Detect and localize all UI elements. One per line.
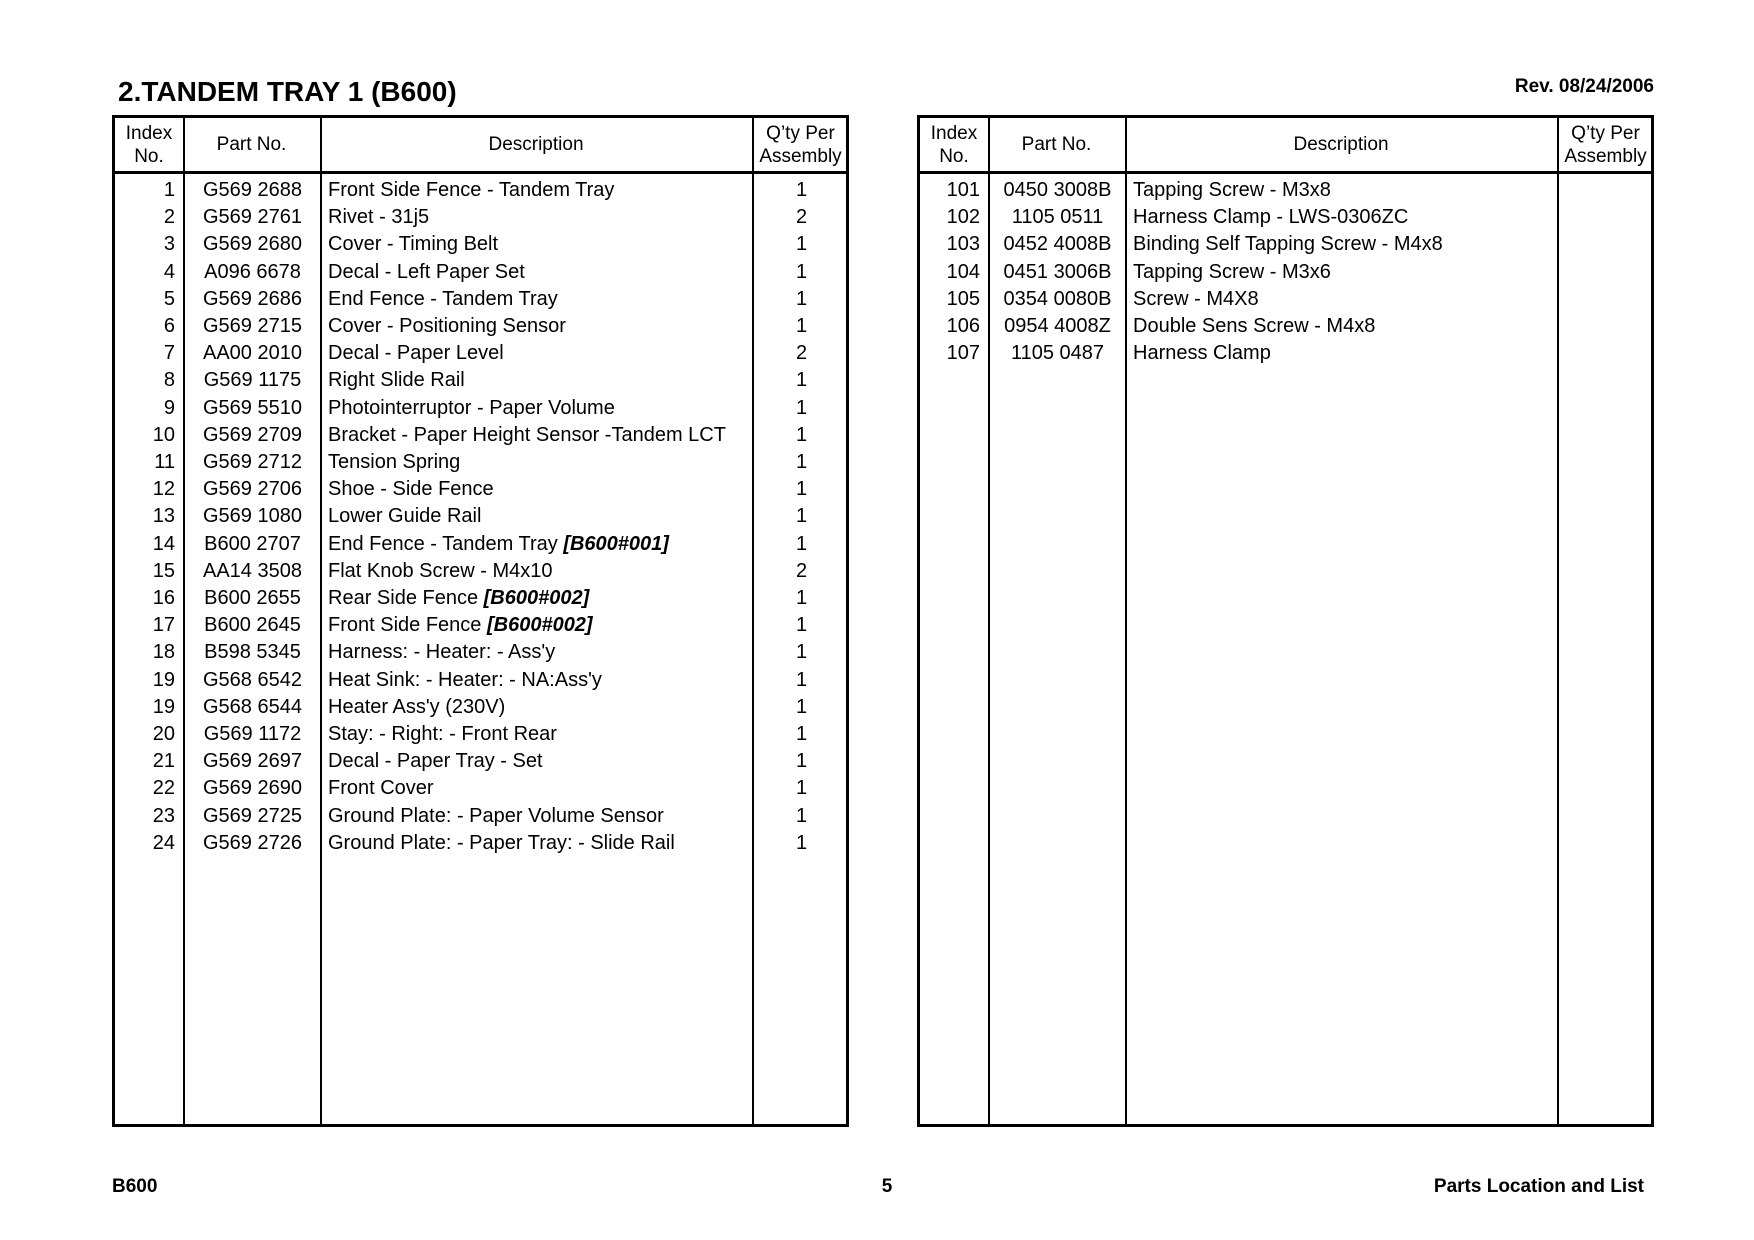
description-cell-text: Decal - Paper Tray - Set (328, 750, 543, 773)
index-cell-text: 7 (163, 342, 175, 365)
table-row (115, 748, 846, 775)
description-cell-text: Stay: - Right: - Front Rear (328, 723, 557, 745)
description-cell-text: Rear Side Fence (328, 587, 484, 609)
quantity-cell (754, 830, 849, 857)
quantity-cell (754, 803, 849, 830)
description-cell-text: Heat Sink: - Heater: - NA:Ass'y (328, 668, 602, 691)
index-cell (115, 531, 175, 558)
part-number-cell (990, 231, 1125, 258)
index-cell-text: 104 (946, 260, 980, 283)
table-header (920, 118, 1651, 174)
description-cell-text: Screw - M4X8 (1133, 287, 1259, 310)
description-cell-text: Harness Clamp - LWS-0306ZC (1133, 206, 1409, 229)
quantity-cell-text: 1 (795, 777, 808, 800)
description-cell-text: Front Side Fence (328, 614, 487, 637)
quantity-cell-text: 1 (795, 233, 808, 256)
part-number-cell-text: 0451 3006B (1003, 260, 1112, 283)
part-number-cell-text: AA14 3508 (203, 559, 302, 582)
index-cell (115, 422, 175, 449)
description-cell (328, 748, 752, 775)
quantity-cell (754, 340, 849, 367)
description-cell (1133, 340, 1557, 367)
part-number-cell-text: G569 1080 (203, 505, 302, 528)
part-number-cell (185, 449, 320, 476)
index-cell (115, 558, 175, 585)
index-cell (115, 830, 175, 857)
description-cell (328, 286, 752, 313)
quantity-cell-text: 2 (795, 342, 808, 365)
part-number-cell (990, 340, 1125, 367)
quantity-cell-text: 1 (795, 287, 808, 310)
part-number-cell (185, 204, 320, 231)
description-cell-text: Photointerruptor - Paper Volume (328, 396, 615, 419)
quantity-cell (754, 476, 849, 503)
header-qty: Q’ty Per Assembly (759, 122, 842, 167)
description-cell (1133, 204, 1557, 231)
description-cell-text: Right Slide Rail (328, 369, 465, 392)
description-cell (328, 259, 752, 286)
description-cell (328, 313, 752, 340)
part-number-cell-text: B598 5345 (204, 641, 301, 664)
part-number-cell (185, 585, 320, 612)
part-number-cell-text: 0954 4008Z (1004, 315, 1111, 337)
part-number-cell (185, 748, 320, 775)
index-cell-text: 3 (163, 233, 175, 256)
part-number-cell (185, 667, 320, 694)
table-row (115, 775, 846, 802)
index-cell (115, 177, 175, 204)
part-number-cell-text: G569 2697 (203, 750, 302, 773)
index-cell-text: 102 (946, 206, 980, 229)
description-cell (328, 612, 752, 639)
index-cell-text: 105 (946, 287, 980, 310)
quantity-cell-text: 2 (795, 206, 808, 229)
part-number-cell-text: G569 2725 (203, 804, 302, 827)
quantity-cell-text: 1 (795, 723, 808, 745)
description-cell-text: Double Sens Screw - M4x8 (1133, 315, 1376, 337)
description-cell-text: Cover - Positioning Sensor (328, 315, 566, 337)
index-cell (920, 204, 980, 231)
table-row (115, 367, 846, 394)
index-cell-text: 1 (163, 179, 175, 201)
description-cell-text: Front Cover (328, 777, 434, 800)
part-number-cell (185, 286, 320, 313)
index-cell (920, 231, 980, 258)
description-cell (1133, 259, 1557, 286)
description-cell-text: Harness Clamp (1133, 342, 1271, 365)
description-cell (328, 721, 752, 748)
description-cell-text: Decal - Paper Level (328, 342, 504, 365)
table-row (920, 286, 1651, 313)
description-cell (328, 367, 752, 394)
description-cell-text: Lower Guide Rail (328, 505, 482, 528)
part-number-cell (185, 694, 320, 721)
part-number-cell (990, 286, 1125, 313)
table-row (115, 313, 846, 340)
table-row (920, 231, 1651, 258)
page-title: 2.TANDEM TRAY 1 (B600) (118, 76, 457, 107)
description-cell (328, 231, 752, 258)
description-cell-text: End Fence - Tandem Tray (328, 532, 564, 555)
description-cell (328, 177, 752, 204)
header-index: Index No. (930, 122, 978, 167)
index-cell (115, 585, 175, 612)
table-row (115, 531, 846, 558)
index-cell-text: 14 (152, 532, 175, 555)
quantity-cell (754, 503, 849, 530)
table-row (115, 449, 846, 476)
part-number-cell-text: G568 6542 (203, 668, 302, 691)
quantity-cell (754, 395, 849, 422)
footer-model: B600 (112, 1176, 158, 1197)
index-cell-text: 6 (163, 315, 175, 337)
index-cell-text: 16 (152, 587, 175, 609)
table-row (115, 667, 846, 694)
part-number-cell (185, 259, 320, 286)
part-number-cell (185, 830, 320, 857)
index-cell (115, 204, 175, 231)
index-cell (115, 639, 175, 666)
description-cell-text: Front Side Fence - Tandem Tray (328, 179, 615, 201)
description-cell-text: Ground Plate: - Paper Tray: - Slide Rail (328, 831, 675, 854)
table-row (115, 259, 846, 286)
description-cell (328, 830, 752, 857)
revision-date: Rev. 08/24/2006 (1514, 76, 1654, 97)
index-cell-text: 18 (152, 641, 175, 664)
quantity-cell-text: 1 (795, 505, 808, 528)
table-row (115, 395, 846, 422)
part-number-cell (185, 422, 320, 449)
part-number-cell-text: 0452 4008B (1003, 233, 1112, 256)
part-number-cell-text: G569 2761 (203, 206, 302, 229)
table-row (115, 340, 846, 367)
index-cell-text: 22 (152, 777, 175, 800)
description-cell-text: Binding Self Tapping Screw - M4x8 (1133, 233, 1443, 256)
part-number-cell (185, 231, 320, 258)
part-number-cell-text: A096 6678 (204, 260, 301, 283)
part-number-cell-text: G569 5510 (203, 396, 302, 419)
part-number-cell-text: B600 2655 (204, 587, 301, 609)
part-number-cell (185, 531, 320, 558)
header-part-no: Part No. (216, 134, 287, 155)
part-number-cell (185, 395, 320, 422)
description-cell (328, 639, 752, 666)
index-cell-text: 107 (946, 342, 980, 365)
description-cell (328, 503, 752, 530)
index-cell (920, 286, 980, 313)
description-cell (328, 395, 752, 422)
index-cell-text: 12 (152, 478, 175, 501)
index-cell-text: 11 (154, 451, 175, 473)
table-row (115, 177, 846, 204)
quantity-cell-text: 1 (795, 831, 808, 854)
index-cell (115, 449, 175, 476)
quantity-cell (754, 259, 849, 286)
index-cell (115, 259, 175, 286)
quantity-cell (754, 313, 849, 340)
index-cell-text: 2 (163, 206, 175, 229)
part-number-cell-text: G569 1175 (203, 369, 302, 392)
part-number-cell (990, 177, 1125, 204)
part-number-cell-text: G569 2706 (203, 478, 302, 501)
description-cell-text: Heater Ass'y (230V) (328, 695, 506, 718)
index-cell-text: 106 (946, 315, 980, 337)
description-cell-text: Tapping Screw - M3x6 (1133, 260, 1331, 283)
part-number-cell (185, 612, 320, 639)
description-cell (328, 204, 752, 231)
table-row (920, 204, 1651, 231)
quantity-cell (754, 667, 849, 694)
index-cell-text: 20 (152, 723, 175, 745)
part-number-cell-text: G568 6544 (203, 695, 302, 718)
header-qty: Q’ty Per Assembly (1564, 122, 1647, 167)
quantity-cell (754, 558, 849, 585)
description-cell (1133, 177, 1557, 204)
part-number-cell (990, 259, 1125, 286)
quantity-cell (754, 612, 849, 639)
part-number-cell-text: 1105 0487 (1010, 342, 1105, 365)
quantity-cell-text: 1 (795, 695, 808, 718)
description-cell-text: Bracket - Paper Height Sensor -Tandem LCT (328, 423, 726, 446)
part-number-cell-text: G569 2715 (203, 315, 302, 337)
quantity-cell (754, 231, 849, 258)
revision-tag: [B600#001] (563, 532, 669, 555)
part-number-cell-text: G569 2726 (203, 831, 302, 854)
part-number-cell-text: G569 2690 (203, 777, 302, 800)
description-cell-text: Shoe - Side Fence (328, 478, 494, 501)
part-number-cell-text: AA00 2010 (203, 342, 302, 365)
quantity-cell-text: 1 (795, 614, 808, 637)
table-row (115, 204, 846, 231)
index-cell (920, 259, 980, 286)
index-cell-text: 103 (946, 233, 980, 256)
table-row (115, 585, 846, 612)
description-cell-text: Tapping Screw - M3x8 (1133, 179, 1331, 201)
part-number-cell (185, 558, 320, 585)
quantity-cell (754, 204, 849, 231)
index-cell-text: 15 (152, 559, 175, 582)
table-row (115, 694, 846, 721)
index-cell-text: 24 (152, 831, 175, 854)
part-number-cell (185, 803, 320, 830)
index-cell-text: 8 (163, 369, 175, 392)
index-cell-text: 9 (163, 396, 175, 419)
table-row (920, 313, 1651, 340)
table-row (115, 803, 846, 830)
quantity-cell-text: 1 (795, 451, 808, 473)
quantity-cell (754, 721, 849, 748)
description-cell (328, 340, 752, 367)
header-description: Description (1293, 134, 1389, 155)
description-cell (1133, 231, 1557, 258)
quantity-cell-text: 1 (795, 396, 808, 419)
index-cell (115, 313, 175, 340)
index-cell (920, 340, 980, 367)
description-cell-text: Decal - Left Paper Set (328, 260, 525, 283)
index-cell-text: 13 (152, 505, 175, 528)
table-row (115, 721, 846, 748)
table-row (115, 558, 846, 585)
quantity-cell-text: 2 (795, 559, 808, 582)
quantity-cell-text: 1 (795, 587, 808, 609)
index-cell-text: 19 (152, 668, 175, 691)
index-cell-text: 21 (152, 750, 175, 773)
header-description: Description (488, 134, 584, 155)
index-cell (920, 177, 980, 204)
part-number-cell (185, 639, 320, 666)
description-cell (328, 531, 752, 558)
table-row (115, 639, 846, 666)
part-number-cell (185, 177, 320, 204)
table-row (115, 476, 846, 503)
description-cell-text: Flat Knob Screw - M4x10 (328, 559, 553, 582)
part-number-cell-text: 0450 3008B (1003, 179, 1112, 201)
quantity-cell (754, 177, 849, 204)
index-cell (115, 694, 175, 721)
table-row (115, 286, 846, 313)
quantity-cell (754, 286, 849, 313)
quantity-cell (754, 775, 849, 802)
quantity-cell-text: 1 (795, 369, 808, 392)
table-row (920, 340, 1651, 367)
quantity-cell (754, 694, 849, 721)
index-cell-text: 19 (152, 695, 175, 718)
table-row (115, 612, 846, 639)
quantity-cell-text: 1 (795, 804, 808, 827)
index-cell (115, 286, 175, 313)
table-header (115, 118, 846, 174)
index-cell (115, 775, 175, 802)
description-cell (328, 803, 752, 830)
table-row (115, 830, 846, 857)
description-cell-text: Tension Spring (328, 451, 461, 473)
index-cell (115, 612, 175, 639)
description-cell-text: Harness: - Heater: - Ass'y (328, 641, 556, 664)
parts-table-left (112, 115, 849, 1127)
quantity-cell (754, 531, 849, 558)
quantity-cell-text: 1 (795, 750, 808, 773)
parts-table-right (917, 115, 1654, 1127)
part-number-cell-text: G569 1172 (203, 723, 302, 745)
index-cell (115, 367, 175, 394)
header-part-no: Part No. (1021, 134, 1092, 155)
description-cell (328, 585, 752, 612)
index-cell (920, 313, 980, 340)
part-number-cell-text: G569 2688 (203, 179, 302, 201)
description-cell (328, 667, 752, 694)
part-number-cell (185, 476, 320, 503)
index-cell (115, 340, 175, 367)
revision-tag: [B600#002] (486, 614, 593, 637)
part-number-cell (990, 204, 1125, 231)
quantity-cell (754, 748, 849, 775)
description-cell (1133, 286, 1557, 313)
index-cell-text: 17 (152, 614, 175, 637)
part-number-cell-text: G569 2709 (203, 423, 302, 446)
revision-tag: [B600#002] (483, 587, 590, 609)
quantity-cell (754, 367, 849, 394)
description-cell (328, 558, 752, 585)
description-cell-text: Rivet - 31j5 (328, 206, 430, 229)
index-cell-text: 101 (946, 179, 980, 201)
quantity-cell-text: 1 (795, 179, 808, 201)
quantity-cell (754, 585, 849, 612)
index-cell-text: 10 (152, 423, 175, 446)
part-number-cell (185, 775, 320, 802)
quantity-cell-text: 1 (795, 260, 808, 283)
part-number-cell-text: 0354 0080B (1003, 287, 1112, 310)
quantity-cell (754, 422, 849, 449)
index-cell (115, 748, 175, 775)
index-cell (115, 803, 175, 830)
description-cell-text: Ground Plate: - Paper Volume Sensor (328, 804, 664, 827)
index-cell (115, 721, 175, 748)
table-row (115, 231, 846, 258)
part-number-cell-text: B600 2645 (204, 614, 301, 637)
description-cell (1133, 313, 1557, 340)
quantity-cell-text: 1 (795, 423, 808, 446)
quantity-cell (754, 639, 849, 666)
quantity-cell (754, 449, 849, 476)
quantity-cell-text: 1 (795, 532, 808, 555)
index-cell (115, 667, 175, 694)
part-number-cell (185, 367, 320, 394)
quantity-cell-text: 1 (795, 641, 808, 664)
index-cell-text: 4 (163, 260, 175, 283)
part-number-cell-text: 1105 0511 (1011, 206, 1104, 229)
description-cell-text: Cover - Timing Belt (328, 233, 499, 256)
index-cell (115, 476, 175, 503)
index-cell-text: 23 (152, 804, 175, 827)
index-cell (115, 231, 175, 258)
part-number-cell (185, 721, 320, 748)
description-cell (328, 775, 752, 802)
description-cell (328, 694, 752, 721)
part-number-cell-text: G569 2686 (203, 287, 302, 310)
table-row (920, 259, 1651, 286)
index-cell (115, 395, 175, 422)
description-cell (328, 476, 752, 503)
part-number-cell (185, 313, 320, 340)
quantity-cell-text: 1 (795, 668, 808, 691)
description-cell-text: End Fence - Tandem Tray (328, 287, 558, 310)
part-number-cell (185, 503, 320, 530)
part-number-cell-text: B600 2707 (204, 532, 301, 555)
part-number-cell (185, 340, 320, 367)
footer-section: Parts Location and List (1433, 1176, 1644, 1197)
table-row (115, 503, 846, 530)
description-cell (328, 449, 752, 476)
part-number-cell-text: G569 2712 (203, 451, 302, 473)
header-index: Index No. (125, 122, 173, 167)
quantity-cell-text: 1 (795, 478, 808, 501)
footer-page-number: 5 (881, 1176, 893, 1197)
quantity-cell-text: 1 (795, 315, 808, 337)
part-number-cell-text: G569 2680 (203, 233, 302, 256)
table-row (115, 422, 846, 449)
description-cell (328, 422, 752, 449)
table-row (920, 177, 1651, 204)
index-cell (115, 503, 175, 530)
part-number-cell (990, 313, 1125, 340)
index-cell-text: 5 (163, 287, 175, 310)
